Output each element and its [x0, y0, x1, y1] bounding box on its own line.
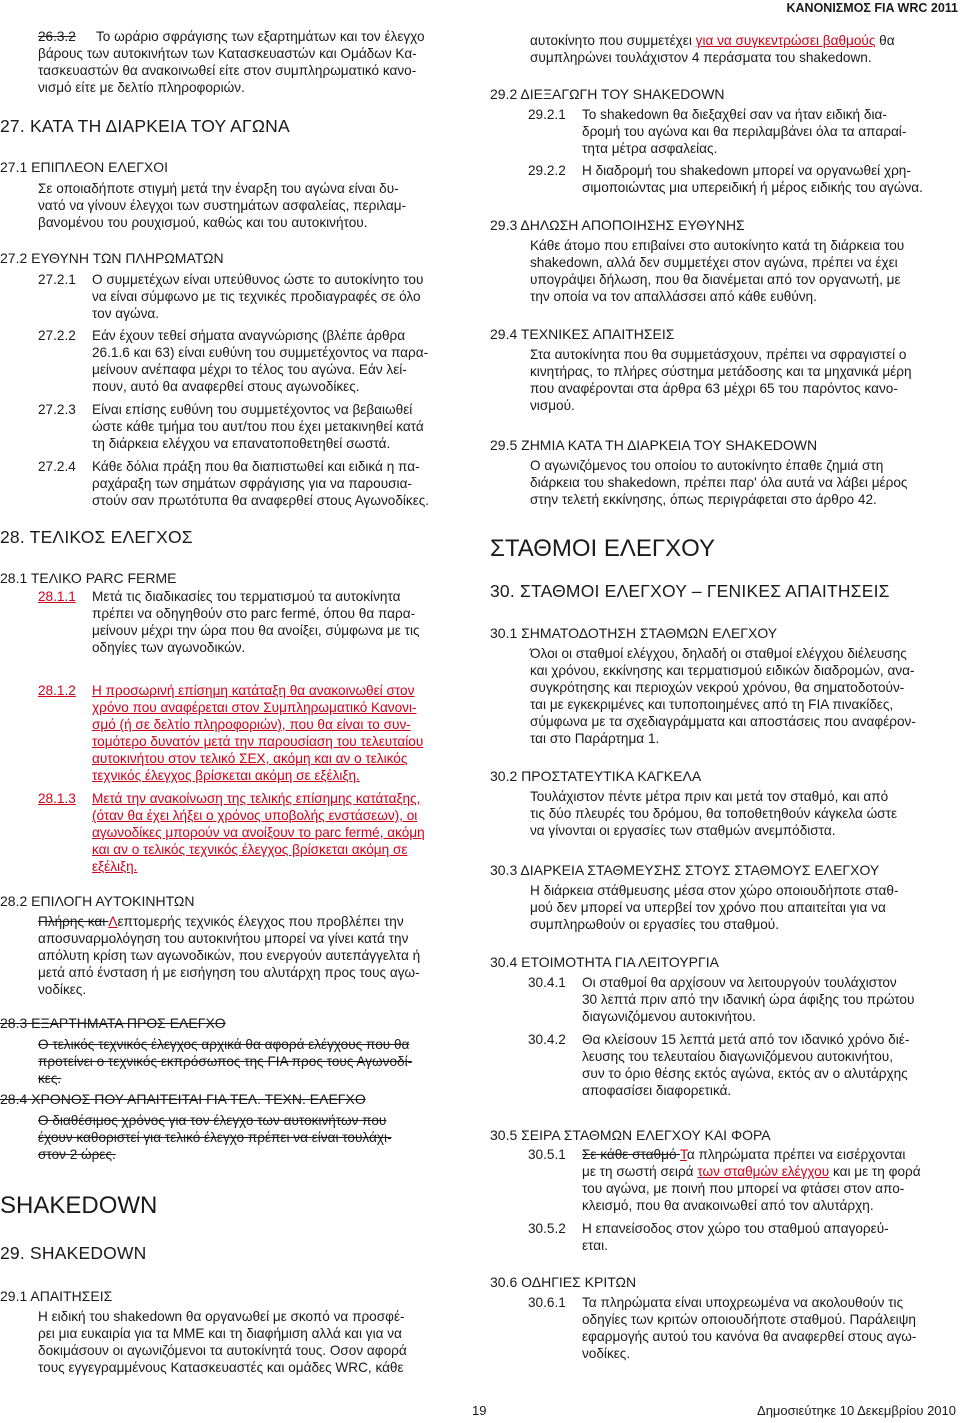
text-line: Το shakedown θα διεξαχθεί σαν να ήταν ειδική δια- — [582, 107, 887, 122]
text: αυτοκίνητο που συμμετέχει — [530, 33, 696, 48]
text-line: οδηγίες των κριτών οποιουδήποτε σταθμού. Παράλειψη — [582, 1312, 916, 1327]
added-text-line: σμό (ή σε δελτίο πληροφοριών), που θα είναι το συν- — [92, 717, 411, 732]
deleted-text: Πλήρης και — [38, 914, 109, 929]
section-title-shakedown: SHAKEDOWN — [0, 1192, 158, 1219]
text-line: τητα μέτρα ασφαλείας. — [582, 141, 718, 156]
text-line: Ο συμμετέχων είναι υπεύθυνος ώστε το αυτοκίνητο του — [92, 272, 424, 287]
article-number: 28.1.1 — [38, 589, 76, 604]
text-line: τις δύο πλευρές του δρόμου, θα τοποθετηθούν κάγκελα ώστε — [530, 806, 898, 821]
text-line: που αναφέρονται στα άρθρα 63 μέχρι 65 του παρόντος κανο- — [530, 381, 898, 396]
heading-30-5: 30.5 ΣΕΙΡΑ ΣΤΑΘΜΩΝ ΕΛΕΓΧΟΥ ΚΑΙ ΦΟΡΑ — [490, 1127, 771, 1143]
text-line: λευσης του τελευταίου διαγωνιζόμενου αυτοκινήτου, — [582, 1049, 893, 1064]
added-text-line: (όταν θα έχει λήξει ο χρόνος υποβολής ενστάσεων), οι — [92, 808, 418, 823]
heading-29-2: 29.2 ΔΙΕΞΑΓΩΓΗ ΤΟΥ SHAKEDOWN — [490, 86, 725, 102]
heading-27-1: 27.1 ΕΠΙΠΛΕΟΝ ΕΛΕΓΧΟΙ — [0, 159, 169, 175]
text-line: νατό να γίνουν έλεγχοι των συστημάτων ασφαλείας, περιλαμ- — [38, 198, 407, 213]
text-line: Στα αυτοκίνητα που θα συμμετάσχουν, πρέπει να σφραγιστεί ο — [530, 347, 907, 362]
text: θα — [875, 33, 895, 48]
text-line — [38, 913, 404, 930]
deleted-text-line: Ο τελικός τεχνικός έλεγχος αρχικά θα αφορά ελέγχους που θα — [38, 1037, 410, 1052]
text-line: την οποία να τον απαλλάσσει από κάθε ευθύνη. — [530, 289, 817, 304]
added-text: για να συγκεντρώσει βαθμούς — [695, 33, 876, 48]
text: και με τη φορά — [829, 1164, 921, 1179]
text-line: Το ωράριο σφράγισης των εξαρτημάτων και τον έλεγχο — [96, 29, 425, 44]
text-line: και χρόνου, εκκίνησης και τερματισμού ειδικών διαδρομών, ανα- — [530, 663, 915, 678]
heading-29-3: 29.3 ΔΗΛΩΣΗ ΑΠΟΠΟΙΗΣΗΣ ΕΥΘΥΝΗΣ — [490, 217, 745, 233]
article-number: 29.2.1 — [528, 107, 566, 122]
article-number: 30.6.1 — [528, 1295, 566, 1310]
added-text-line: Η προσωρινή επίσημη κατάταξη θα ανακοινωθεί στον — [92, 683, 415, 698]
text-line: βάρους των αυτοκινήτων των Κατασκευαστών και Ομάδων Κα- — [38, 46, 417, 61]
text-line: τους εγγεγραμμένους Κατασκευαστές και ομάδες WRC, κάθε — [38, 1360, 404, 1375]
text-line: εται. — [582, 1238, 608, 1253]
text-line: ραχάραξη των σημάτων σφράγισης για να παρουσια- — [92, 476, 412, 491]
text-line: συμπληρώνει τουλάχιστον 4 περάσματα του shakedown. — [530, 50, 872, 65]
heading-28-2: 28.2 ΕΠΙΛΟΓΗ ΑΥΤΟΚΙΝΗΤΩΝ — [0, 893, 195, 909]
heading-28-4-deleted: 28.4 ΧΡΟΝΟΣ ΠΟΥ ΑΠΑΙΤΕΙΤΑΙ ΓΙΑ ΤΕΛ. ΤΕΧΝ. ΕΛΕΓΧΟ — [0, 1091, 366, 1107]
text-line — [582, 1163, 921, 1180]
text-line: στούν σαν πρωτότυπα θα αναφερθεί στους Αγωνοδίκες. — [92, 493, 430, 508]
running-header: ΚΑΝΟΝΙΣΜΟΣ FIA WRC 2011 — [786, 1, 958, 15]
added-text-line: και αν ο τελικός τεχνικός έλεγχος βρίσκεται ακόμη σε — [92, 842, 408, 857]
text-line: συμπληρωθούν οι εργασίες του σταθμού. — [530, 917, 780, 932]
article-number: 27.2.1 — [38, 272, 76, 287]
text-line: αποσυναρμολόγηση του αυτοκινήτου μπορεί να γίνει κατά την — [38, 931, 409, 946]
text-line: μετά από ένσταση ή με εισήγηση του αλυτάρχη προς τους αγω- — [38, 965, 420, 980]
text-line: μείνουν μέχρι την ώρα που θα ανοίξει, σύμφωνα με τις — [92, 623, 420, 638]
deleted-text-line: έχουν καθοριστεί για τελικό έλεγχο πρέπει να είναι τουλάχι- — [38, 1130, 392, 1145]
added-text-line: Μετά την ανακοίνωση της τελικής επίσημης κατάταξης, — [92, 791, 421, 806]
added-text: Λ — [108, 914, 118, 929]
heading-30: 30. ΣΤΑΘΜΟΙ ΕΛΕΓΧΟΥ – ΓΕΝΙΚΕΣ ΑΠΑΙΤΗΣΕΙΣ — [490, 581, 890, 601]
text-line: υπογράψει δήλωση, που θα διανέμεται από τον οργανωτή, με — [530, 272, 901, 287]
article-number: 28.1.3 — [38, 791, 76, 806]
text-line: Μετά τις διαδικασίες του τερματισμού τα αυτοκίνητα — [92, 589, 401, 604]
heading-30-3: 30.3 ΔΙΑΡΚΕΙΑ ΣΤΑΘΜΕΥΣΗΣ ΣΤΟΥΣ ΣΤΑΘΜΟΥΣ ΕΛΕΓΧΟΥ — [490, 862, 880, 878]
added-text-line: αυτοκινήτου στον τελικό ΣΕΧ, ακόμη και αν ο τελικός — [92, 751, 408, 766]
added-text-line: αγωνοδίκες μπορούν να ανοίξουν το parc fermé, ακόμη — [92, 825, 425, 840]
article-number: 30.5.2 — [528, 1221, 566, 1236]
text-line: Εάν έχουν τεθεί σήματα αναγνώρισης (βλέπε άρθρα — [92, 328, 406, 343]
section-title-control-stations: ΣΤΑΘΜΟΙ ΕΛΕΓΧΟΥ — [490, 535, 716, 562]
article-number: 29.2.2 — [528, 163, 566, 178]
text-line: τη διάρκεια ελέγχου να επανατοποθετηθεί σωστά. — [92, 436, 391, 451]
text: με τη σωστή σειρά — [582, 1164, 698, 1179]
text-line: στην τελετή εκκίνησης, όπως περιγράφεται στο άρθρο 42. — [530, 492, 877, 507]
page-number: 19 — [472, 1403, 487, 1418]
article-number: 30.4.2 — [528, 1032, 566, 1047]
text-line: Κάθε δόλια πράξη που θα διαπιστωθεί και ειδικά η πα- — [92, 459, 420, 474]
text-line: Σε οποιαδήποτε στιγμή μετά την έναρξη του αγώνα είναι δυ- — [38, 181, 399, 196]
text-line: σιμοποιώντας μια υπερειδική ή μέρος ειδικής του αγώνα. — [582, 180, 923, 195]
text-line: Είναι επίσης ευθύνη του συμμετέχοντος να βεβαιωθεί — [92, 402, 413, 417]
text: επτομερής τεχνικός έλεγχος που προβλέπει την — [117, 914, 404, 929]
text-line: μείνουν ανέπαφα μέχρι το τέλος του αγώνα. Εάν λεί- — [92, 362, 407, 377]
deleted-text: Σε κάθε σταθμό — [582, 1147, 681, 1162]
text-line: δοκιμάσουν οι αγωνιζόμενοι τα αυτοκίνητά τους. Οσον αφορά — [38, 1343, 407, 1358]
text-line: shakedown, αλλά δεν συμμετέχει στον αγώνα, πρέπει να έχει — [530, 255, 898, 270]
text-line: του αγώνα, με ποινή που μπορεί να φτάσει στον απο- — [582, 1181, 905, 1196]
text-line: διαγωνιζόμενου αυτοκινήτου. — [582, 1009, 756, 1024]
heading-30-1: 30.1 ΣΗΜΑΤΟΔΟΤΗΣΗ ΣΤΑΘΜΩΝ ΕΛΕΓΧΟΥ — [490, 625, 778, 641]
text-line: Τα πληρώματα είναι υποχρεωμένα να ακολουθούν τις — [582, 1295, 904, 1310]
text-line: μού δεν μπορεί να υπερβεί τον χρόνο που απαιτείται για να — [530, 900, 886, 915]
text-line: 30 λεπτά πριν από την ιδανική ώρα άφιξης του πρώτου — [582, 992, 915, 1007]
text-line — [582, 1146, 905, 1163]
added-text: Τ — [680, 1147, 687, 1162]
heading-28-3-deleted: 28.3 ΕΞΑΡΤΗΜΑΤΑ ΠΡΟΣ ΕΛΕΓΧΟ — [0, 1015, 226, 1031]
text-line: Τουλάχιστον πέντε μέτρα πριν και μετά τον σταθμό, και από — [530, 789, 889, 804]
heading-29-1: 29.1 ΑΠΑΙΤΗΣΕΙΣ — [0, 1288, 113, 1304]
text-line: Κάθε άτομο που επιβαίνει στο αυτοκίνητο κατά τη διάρκεια του — [530, 238, 905, 253]
text-line: νοδίκες. — [38, 982, 87, 997]
heading-29-4: 29.4 ΤΕΧΝΙΚΕΣ ΑΠΑΙΤΗΣΕΙΣ — [490, 326, 675, 342]
text-line: πρέπει να οδηγηθούν στο parc fermé, όπου θα παρα- — [92, 606, 416, 621]
article-number: 28.1.2 — [38, 683, 76, 698]
text-line: Η διάρκεια στάθμευσης μέσα στον χώρο οποιουδήποτε σταθ- — [530, 883, 899, 898]
added-text-line: τομότερο δυνατόν μετά την παρουσίαση του τελευταίου — [92, 734, 424, 749]
text-line: ώστε κάθε τμήμα του αυτ/του που έχει μετακινηθεί κατά — [92, 419, 424, 434]
text-line: συγκρότησης και περιοχών νεκρού χρόνου, θα σηματοδοτούν- — [530, 680, 905, 695]
text: α πληρώματα πρέπει να εισέρχονται — [686, 1147, 906, 1162]
text-line: νισμού. — [530, 398, 575, 413]
text-line — [530, 32, 895, 49]
article-number: 27.2.3 — [38, 402, 76, 417]
text-line: 26.1.6 και 63) είναι ευθύνη του συμμετέχοντος να παρα- — [92, 345, 429, 360]
text-line: ρει μια ευκαιρία για τα ΜΜΕ και τη διαφήμιση αλλά και για να — [38, 1326, 402, 1341]
added-text-line: χρόνο που αναφέρεται στον Συμπληρωματικό Κανονι- — [92, 700, 417, 715]
heading-27-2: 27.2 ΕΥΘΥΝΗ ΤΩΝ ΠΛΗΡΩΜΑΤΩΝ — [0, 250, 224, 266]
heading-30-2: 30.2 ΠΡΟΣΤΑΤΕΥΤΙΚΑ ΚΑΓΚΕΛΑ — [490, 768, 702, 784]
text-line: ται με εγκεκριμένες και τυποποιημένες από τη FIA πινακίδες, — [530, 697, 894, 712]
text-line: δρομή του αγώνα και θα περιλαμβάνει όλα τα απαραί- — [582, 124, 907, 139]
text-line: να είναι σύμφωνο με τις τεχνικές προδιαγραφές σε όλο — [92, 289, 421, 304]
text-line: τασκευαστών θα ανακοινωθεί είτε στον συμπληρωματικό κανο- — [38, 63, 417, 78]
heading-29: 29. SHAKEDOWN — [0, 1243, 147, 1263]
article-number-26-3-2: 26.3.2 — [38, 29, 76, 44]
text-line: αποφασίσει διαφορετικά. — [582, 1083, 732, 1098]
article-number: 27.2.2 — [38, 328, 76, 343]
text-line: Η επανείσοδος στον χώρο του σταθμού απαγορεύ- — [582, 1221, 889, 1236]
text-line: συν το όριο θέσης εκτός αγώνα, εκτός αν ο αλυτάρχης — [582, 1066, 908, 1081]
deleted-text-line: στον 2 ώρες. — [38, 1147, 116, 1162]
text-line: τον αγώνα. — [92, 306, 160, 321]
added-text-line: τεχνικός έλεγχος βρίσκεται ακόμη σε εξέλιξη. — [92, 768, 360, 783]
heading-28-1: 28.1 ΤΕΛΙΚΟ PARC FERME — [0, 570, 177, 586]
text-line: Όλοι οι σταθμοί ελέγχου, δηλαδή οι σταθμοί ελέγχου διέλευσης — [530, 646, 907, 661]
article-number: 27.2.4 — [38, 459, 76, 474]
heading-29-5: 29.5 ΖΗΜΙΑ ΚΑΤΑ ΤΗ ΔΙΑΡΚΕΙΑ ΤΟΥ SHAKEDOWN — [490, 437, 818, 453]
text-line: κλεισμό, που θα ανακοινωθεί από τον αλυτάρχη. — [582, 1198, 874, 1213]
text-line: οδηγίες των αγωνοδικών. — [92, 640, 246, 655]
article-number: 30.4.1 — [528, 975, 566, 990]
text-line: ται στο Παράρτημα 1. — [530, 731, 660, 746]
text-line: σύμφωνα με τα σχεδιαγράμματα και αποστάσεις που αναφέρον- — [530, 714, 916, 729]
text-line: Ο αγωνιζόμενος του οποίου το αυτοκίνητο έπαθε ζημιά στη — [530, 458, 884, 473]
text-line: νοδίκες. — [582, 1346, 631, 1361]
text-line: νισμό είτε με δελτίο πληροφοριών. — [38, 80, 245, 95]
text-line: εφαρμογής αυτού του κανόνα θα αναφερθεί στους αγω- — [582, 1329, 917, 1344]
heading-30-4: 30.4 ΕΤΟΙΜΟΤΗΤΑ ΓΙΑ ΛΕΙΤΟΥΡΓΙΑ — [490, 954, 719, 970]
deleted-text-line: Ο διαθέσιμος χρόνος για τον έλεγχο των αυτοκινήτων που — [38, 1113, 387, 1128]
publication-date: Δημοσιεύτηκε 10 Δεκεμβρίου 2010 — [757, 1403, 956, 1418]
heading-28: 28. ΤΕΛΙΚΟΣ ΕΛΕΓΧΟΣ — [0, 527, 193, 547]
added-text-line: εξέλιξη. — [92, 859, 138, 874]
added-text: των σταθμών ελέγχου — [697, 1164, 830, 1179]
text-line: κινητήρας, το πλήρες σύστημα μετάδοσης και τα μηχανικά μέρη — [530, 364, 912, 379]
text-line: βανομένου του ρουχισμού, καθώς και του αυτοκινήτου. — [38, 215, 368, 230]
article-number: 30.5.1 — [528, 1147, 566, 1162]
text-line: Οι σταθμοί θα αρχίσουν να λειτουργούν τουλάχιστον — [582, 975, 897, 990]
text-line: Η διαδρομή του shakedown μπορεί να οργανωθεί χρη- — [582, 163, 911, 178]
heading-30-6: 30.6 ΟΔΗΓΙΕΣ ΚΡΙΤΩΝ — [490, 1274, 637, 1290]
text-line: απόλυτη κρίση των αγωνοδικών, που ενεργούν αυτεπάγγελτα ή — [38, 948, 421, 963]
text-line: Η ειδική του shakedown θα οργανωθεί με σκοπό να προσφέ- — [38, 1309, 405, 1324]
text-line: Θα κλείσουν 15 λεπτά μετά από τον ιδανικό χρόνο διέ- — [582, 1032, 910, 1047]
deleted-text-line: προτείνει ο τεχνικός εκπρόσωπος της FIA προς τους Αγωνοδί- — [38, 1054, 413, 1069]
text-line: διάρκεια του shakedown, πρέπει παρ' όλα αυτά να λάβει μέρος — [530, 475, 908, 490]
deleted-text-line: κες. — [38, 1071, 62, 1086]
heading-27: 27. ΚΑΤΑ ΤΗ ΔΙΑΡΚΕΙΑ ΤΟΥ ΑΓΩΝΑ — [0, 116, 290, 136]
text-line: πουν, αυτό θα αναφερθεί στους αγωνοδίκες. — [92, 379, 360, 394]
text-line: να γίνονται οι εργασίες των σταθμών ανεμπόδιστα. — [530, 823, 836, 838]
